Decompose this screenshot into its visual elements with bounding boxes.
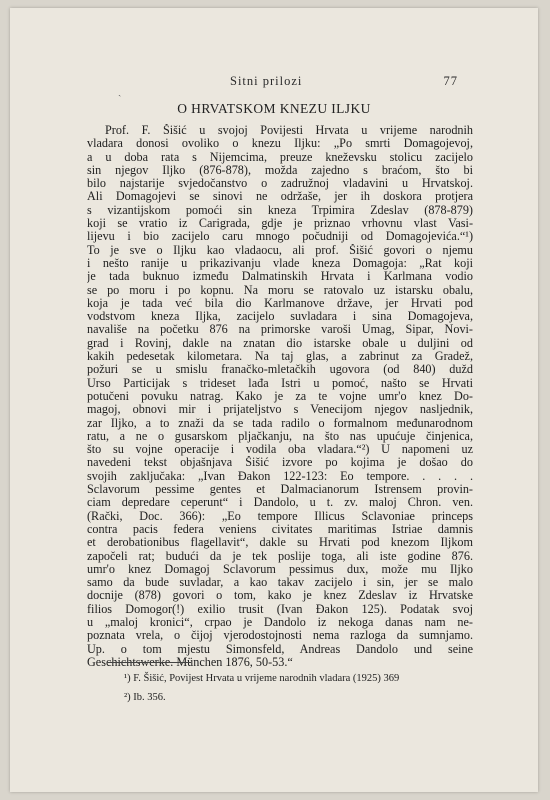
footnotes — [124, 669, 474, 707]
body-line: umr'o knez Domagoj Sclavorum pessimus dux, može mu Iljko — [87, 562, 473, 576]
body-line: ratu, a ne o gusarskom pljačkanju, na što nas upućuje činjenica, — [87, 429, 473, 443]
margin-mark: ˎ — [118, 86, 122, 97]
body-line: započeli rat; budući da je tek poslije toga, ali iste godine 876. — [87, 549, 473, 563]
body-line: je tada buknuo između Dalmatinskih Hrvata i Karlmana vodio — [87, 270, 473, 284]
body-line: zar Iljko, a to znaži da se tada radilo o formalnom međunarodnom — [87, 416, 473, 430]
body-line: navališe na početku 876 na primorske varoši Umag, Sipar, Novi- — [87, 323, 473, 337]
book-page — [10, 8, 538, 792]
body-line: et derobationibus flagellavit“, dakle su Hrvati pod knezom Iljkom — [87, 536, 473, 550]
body-line: u „maloj kronici“, crpao je Dandolo iz nekoga danas nam ne- — [87, 615, 473, 629]
body-line: samo da bude suvladar, a kao takav zacijelo i sin, jer se malo — [87, 576, 473, 590]
body-line: Urso Particijak s trideset lađa Istri u pomoć, našto se Hrvati — [87, 376, 473, 390]
body-line: contra pacis federa veniens civitates maritimas Istriae damnis — [87, 522, 473, 536]
body-line: sin njegov Iljko (876-878), možda zajedno s braćom, što bi — [87, 163, 473, 177]
body-line: navedeni tekst objašnjava Šišić izvore po kojima je došao do — [87, 456, 473, 470]
running-title: Sitni prilozi — [230, 74, 303, 88]
running-header — [90, 74, 458, 94]
body-line: To je sve o Iljku kao vladaocu, ali prof. Šišić govori o njemu — [87, 243, 473, 257]
article-title: O HRVATSKOM KNEZU ILJKU — [177, 101, 371, 116]
body-line: poznata vrela, o čijoj vjerodostojnosti nema razloga da sumnjamo. — [87, 629, 473, 643]
body-line: docnije (878) govori o tom, kako je knez Zdeslav iz Hrvatske — [87, 589, 473, 603]
body-line: potučeni povuku natrag. Kako je za te vojne umr'o knez Do- — [87, 389, 473, 403]
body-line: s vizantijskom pomoći sin kneza Trpimira Zdeslav (878-879) — [87, 203, 473, 217]
body-line: Prof. F. Šišić u svojoj Povijesti Hrvata u vrijeme narodnih — [105, 124, 473, 137]
body-line: Sclavorum pessime gentes et Dalmacianorum Istrensem provin- — [87, 483, 473, 497]
body-line: ciam depredare ceperunt“ i Dandolo, u t. zv. maloj Chron. ven. — [87, 496, 473, 510]
body-line: magoj, obnovi mir i prijateljstvo s Venecijom njegov nasljednik, — [87, 403, 473, 417]
article-body — [87, 124, 473, 669]
body-line: a u doba rata s Nijemcima, preuze kneževsku stolicu zacijelo — [87, 150, 473, 164]
body-line: kakih pedesetak kilometara. Na taj glas, a zabrinut za Gradež, — [87, 350, 473, 364]
footnote: ²) Ib. 356. — [124, 692, 166, 703]
body-line: Up. o tom mjestu Simonsfeld, Andreas Dandolo und seine — [87, 642, 473, 656]
body-line: koji se vratio iz Carigrada, gdje je priznao vrhovnu vlast Vasi- — [87, 217, 473, 231]
body-line: filios Domogor(!) exilio trusit (Ivan Đakon 125). Podatak svoj — [87, 602, 473, 616]
footnote-rule — [107, 662, 191, 663]
body-line: Ali Domagojevi se sinovi ne održaše, jer ih doskora protjera — [87, 190, 473, 204]
body-line: i nešto ranije u prikazivanju vlade kneza Domagoja: „Rat koji — [87, 256, 473, 270]
page-number: 77 — [443, 74, 458, 88]
footnote: ¹) F. Šišić, Povijest Hrvata u vrijeme narodnih vladara (1925) 369 — [124, 673, 400, 684]
body-line: se po moru i po kopnu. Na moru se ratovalo uz istarsku obalu, — [87, 283, 473, 297]
body-line: vodstvom kneza Iljka, zacijelo suvladara i sina Domagojeva, — [87, 310, 473, 324]
body-line: lijevu i bio zacijelo caru mnogo počudniji od Domagojevića.“¹) — [87, 230, 473, 244]
body-line: Geschichtswerke. München 1876, 50-53.“ — [87, 655, 293, 669]
body-line: grad i Rovinj, dakle na znatan dio istarske obale u duljini od — [87, 336, 473, 350]
body-line: (Rački, Doc. 366): „Eo tempore Illicus Sclavoniae princeps — [87, 509, 473, 523]
body-line: požuri se u smislu franačko-mletačkih ugovora (od 840) dužd — [87, 363, 473, 377]
body-line: bilo najstarije svjedočanstvo o zadružnoj vladavini u Hrvatskoj. — [87, 177, 473, 191]
body-line: vladara donosi ovoliko o knezu Iljku: „Po smrti Domagojevoj, — [87, 137, 473, 151]
body-line: svojih zaključaka: „Ivan Đakon 122-123: Eo tempore. . . . . — [87, 469, 473, 483]
body-line: koja je tada već bila dio Karlmanove države, jer Hrvati pod — [87, 296, 473, 310]
body-line: što su vojne operacije i vodila oba vladara.“²) U napomeni uz — [87, 443, 473, 457]
